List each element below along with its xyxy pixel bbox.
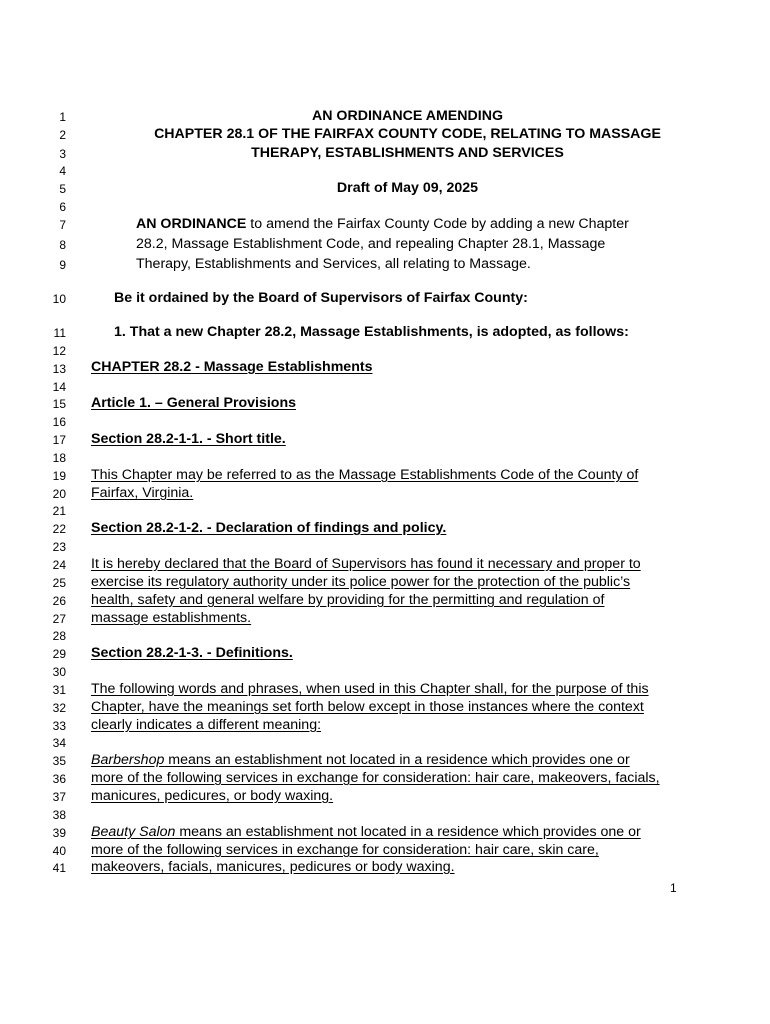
definition-barbershop-line-3: manicures, pedicures, or body waxing. xyxy=(91,788,334,804)
line-number: 7 xyxy=(59,218,66,232)
section-3-line-1: The following words and phrases, when used in this Chapter shall, for the purpose of this xyxy=(91,681,649,697)
intro-line-3: Therapy, Establishments and Services, all relating to Massage. xyxy=(136,256,531,272)
line-number: 4 xyxy=(59,164,66,178)
section-3-line-3: clearly indicates a different meaning: xyxy=(91,717,322,733)
definition-beauty-salon-line-1 xyxy=(91,824,641,841)
definition-beauty-salon-line-3: makeovers, facials, manicures, pedicures or body waxing. xyxy=(91,859,455,875)
intro-lead: AN ORDINANCE xyxy=(136,216,247,232)
line-number: 10 xyxy=(52,292,66,306)
definition-term-beauty-salon: Beauty Salon xyxy=(91,824,176,840)
line-number: 8 xyxy=(59,238,66,252)
line-number: 1 xyxy=(59,110,66,124)
line-number: 21 xyxy=(52,504,66,518)
line-number: 22 xyxy=(52,522,66,536)
line-number: 39 xyxy=(52,826,66,840)
line-number: 2 xyxy=(59,128,66,142)
section-2-heading: Section 28.2-1-2. - Declaration of findings and policy. xyxy=(91,520,447,536)
line-number: 16 xyxy=(52,415,66,429)
line-number: 41 xyxy=(52,861,66,875)
chapter-heading: CHAPTER 28.2 - Massage Establishments xyxy=(91,359,373,375)
line-number: 23 xyxy=(52,540,66,554)
line-number: 28 xyxy=(52,629,66,643)
line-number: 34 xyxy=(52,736,66,750)
line-number: 30 xyxy=(52,665,66,679)
line-number: 15 xyxy=(52,397,66,411)
section-3-line-2: Chapter, have the meanings set forth below except in those instances where the context xyxy=(91,699,644,715)
definition-beauty-salon-line-2: more of the following services in exchange for consideration: hair care, skin care, xyxy=(91,842,599,858)
document-title-line-2: CHAPTER 28.1 OF THE FAIRFAX COUNTY CODE, RELATING TO MASSAGE xyxy=(154,126,661,142)
definition-term-barbershop: Barbershop xyxy=(91,752,165,768)
line-number: 36 xyxy=(52,772,66,786)
line-number: 19 xyxy=(52,469,66,483)
intro-line-2: 28.2, Massage Establishment Code, and repealing Chapter 28.1, Massage xyxy=(136,236,606,252)
page-number: 1 xyxy=(670,881,677,895)
article-heading: Article 1. – General Provisions xyxy=(91,395,297,411)
line-number: 27 xyxy=(52,612,66,626)
intro-line-1 xyxy=(136,216,629,233)
line-number: 38 xyxy=(52,808,66,822)
line-number: 11 xyxy=(53,326,66,340)
definition-beauty-salon-line-1-rest: means an establishment not located in a residence which provides one or xyxy=(175,824,641,840)
document-title-line-1: AN ORDINANCE AMENDING xyxy=(311,108,503,124)
definition-barbershop-line-2: more of the following services in exchange for consideration: hair care, makeovers, facials, xyxy=(91,770,660,786)
line-number: 3 xyxy=(59,147,66,161)
line-number: 20 xyxy=(52,487,66,501)
line-number: 33 xyxy=(52,719,66,733)
line-number: 24 xyxy=(52,558,66,572)
section-2-line-3: health, safety and general welfare by providing for the permitting and regulation of xyxy=(91,592,605,608)
line-number: 29 xyxy=(52,647,66,661)
line-number: 6 xyxy=(59,200,66,214)
line-number: 18 xyxy=(52,451,66,465)
line-number: 37 xyxy=(52,790,66,804)
line-number: 32 xyxy=(52,701,66,715)
ordained-clause: Be it ordained by the Board of Supervisors of Fairfax County: xyxy=(114,290,528,306)
line-number: 5 xyxy=(59,182,66,196)
section-1-heading: Section 28.2-1-1. - Short title. xyxy=(91,431,286,447)
definition-barbershop-line-1 xyxy=(91,752,630,769)
line-number: 25 xyxy=(52,576,66,590)
list-item-1: 1. That a new Chapter 28.2, Massage Establishments, is adopted, as follows: xyxy=(114,324,629,340)
line-number: 31 xyxy=(52,683,66,697)
line-number: 26 xyxy=(52,594,66,608)
section-1-line-1: This Chapter may be referred to as the Massage Establishments Code of the County of xyxy=(91,467,639,483)
draft-date: Draft of May 09, 2025 xyxy=(336,180,479,196)
line-number: 9 xyxy=(59,258,66,272)
intro-line-1-rest: to amend the Fairfax County Code by adding a new Chapter xyxy=(246,216,629,232)
section-1-line-2: Fairfax, Virginia. xyxy=(91,485,194,501)
definition-barbershop-line-1-rest: means an establishment not located in a residence which provides one or xyxy=(164,752,630,768)
line-number: 14 xyxy=(52,380,66,394)
line-number: 12 xyxy=(52,344,66,358)
section-2-line-2: exercise its regulatory authority under its police power for the protection of the public’s xyxy=(91,574,631,590)
section-3-heading: Section 28.2-1-3. - Definitions. xyxy=(91,645,293,661)
line-number: 40 xyxy=(52,844,66,858)
line-number: 35 xyxy=(52,754,66,768)
section-2-line-1: It is hereby declared that the Board of Supervisors has found it necessary and proper to xyxy=(91,556,641,572)
line-number: 13 xyxy=(52,362,66,376)
line-number: 17 xyxy=(52,433,66,447)
section-2-line-4: massage establishments. xyxy=(91,610,252,626)
document-title-line-3: THERAPY, ESTABLISHMENTS AND SERVICES xyxy=(251,145,564,161)
